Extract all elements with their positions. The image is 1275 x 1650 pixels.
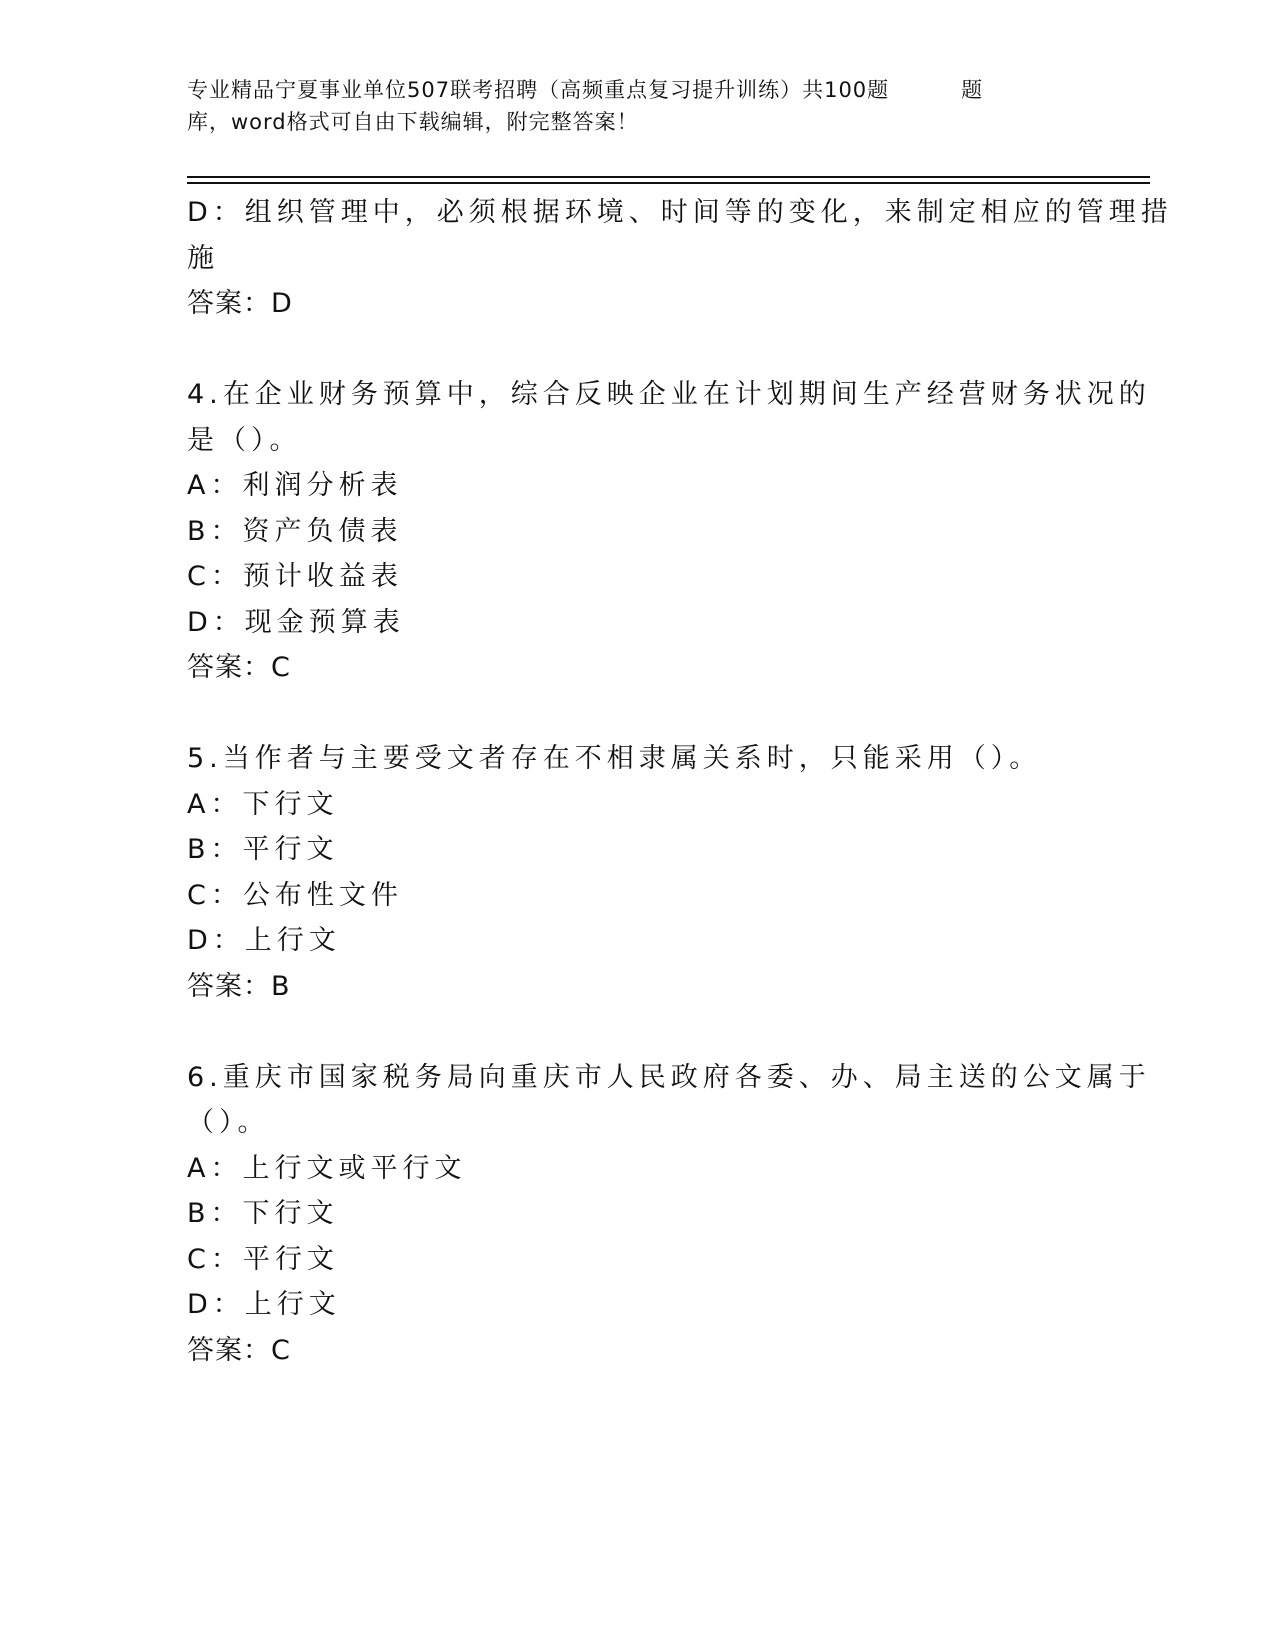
answer-line: 答案：C bbox=[187, 652, 291, 683]
option-c: C：平行文 bbox=[187, 1243, 339, 1275]
page-header bbox=[187, 74, 1087, 138]
option-d: D：组织管理中，必须根据环境、时间等的变化，来制定相应的管理措 bbox=[187, 197, 1173, 228]
question-5 bbox=[187, 736, 1087, 1009]
header-divider-top bbox=[187, 176, 1150, 178]
answer-line: 答案：C bbox=[187, 1334, 291, 1366]
option-d-continued: 施 bbox=[187, 242, 219, 274]
option-d: D：上行文 bbox=[187, 925, 341, 956]
question-text: 5.当作者与主要受文者存在不相隶属关系时，只能采用（）。 bbox=[187, 743, 1042, 774]
option-a: A：上行文或平行文 bbox=[187, 1152, 467, 1184]
answer-line: 答案：B bbox=[187, 970, 291, 1002]
header-title-tail: 题 bbox=[961, 78, 984, 102]
question-4 bbox=[187, 372, 1151, 691]
option-a: A：下行文 bbox=[187, 788, 339, 820]
header-title: 专业精品宁夏事业单位507联考招聘（高频重点复习提升训练）共100题 bbox=[187, 78, 890, 102]
option-a: A：利润分析表 bbox=[187, 470, 403, 501]
option-b: B：下行文 bbox=[187, 1198, 339, 1229]
answer-line: 答案：D bbox=[187, 288, 293, 319]
question-text: 6.重庆市国家税务局向重庆市人民政府各委、办、局主送的公文属于 bbox=[187, 1061, 1151, 1093]
option-d: D：上行文 bbox=[187, 1289, 341, 1320]
header-line-1 bbox=[187, 74, 1087, 106]
document-body bbox=[187, 190, 1173, 1373]
option-d: D：现金预算表 bbox=[187, 606, 405, 638]
option-c: C：预计收益表 bbox=[187, 561, 403, 592]
question-text-continued: 是（）。 bbox=[187, 424, 302, 456]
header-divider-bottom bbox=[187, 182, 1150, 184]
question-text-continued: （）。 bbox=[187, 1107, 270, 1138]
question-3-tail bbox=[187, 190, 1173, 327]
option-b: B：平行文 bbox=[187, 834, 339, 865]
question-6 bbox=[187, 1055, 1151, 1374]
header-line-2: 库，word格式可自由下载编辑，附完整答案！ bbox=[187, 110, 639, 134]
option-b: B：资产负债表 bbox=[187, 515, 403, 547]
question-text: 4.在企业财务预算中，综合反映企业在计划期间生产经营财务状况的 bbox=[187, 379, 1151, 410]
option-c: C：公布性文件 bbox=[187, 879, 403, 911]
